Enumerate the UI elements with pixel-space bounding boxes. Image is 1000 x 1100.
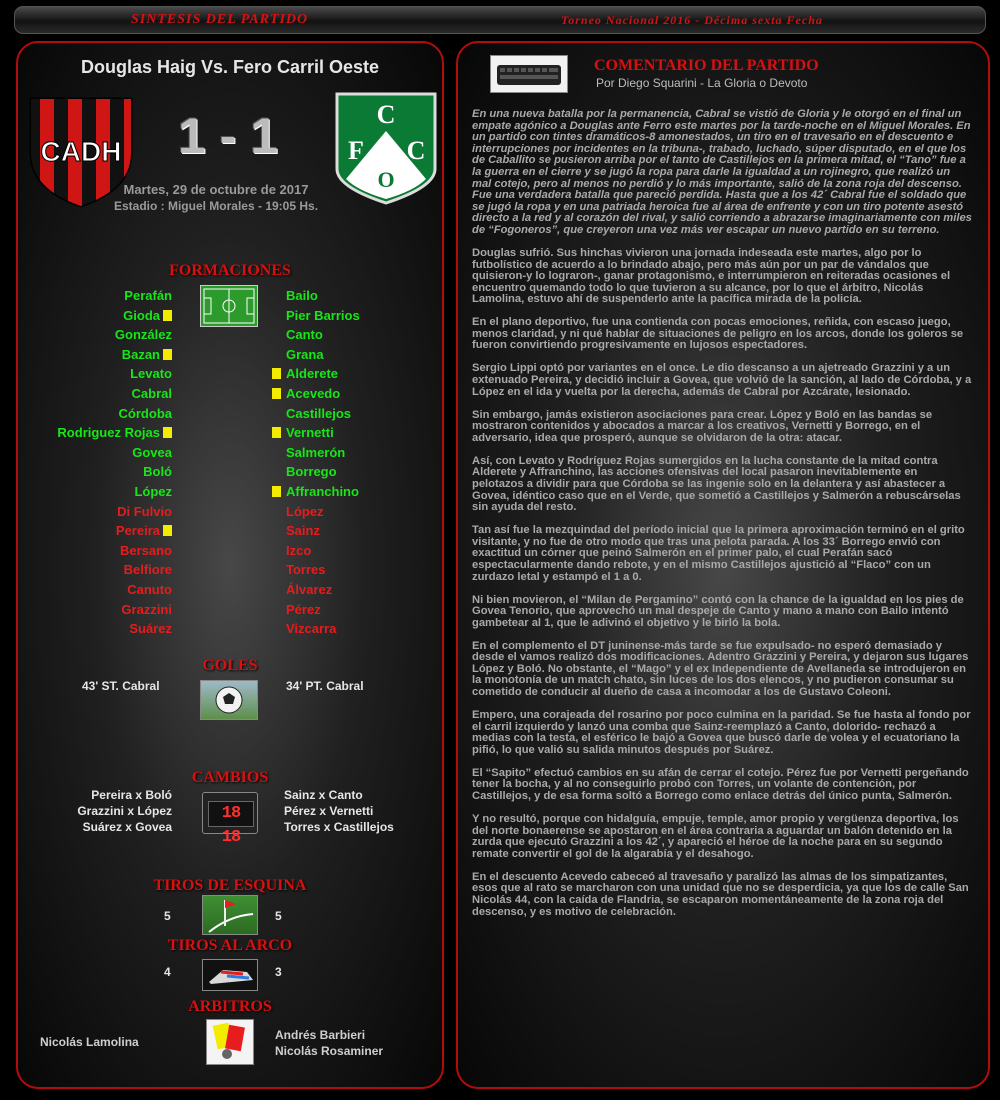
away-player-name: Vernetti	[286, 425, 334, 441]
home-crest-text: CADH	[40, 136, 122, 167]
home-player-row	[57, 619, 172, 639]
away-player-name: Salmerón	[286, 444, 346, 460]
home-player-row	[57, 560, 172, 580]
home-player-name: Córdoba	[118, 405, 172, 421]
commentary-title: COMENTARIO DEL PARTIDO	[594, 57, 819, 74]
home-player-name: Gioda	[123, 307, 160, 323]
match-date: Martes, 29 de octubre de 2017	[123, 182, 309, 197]
home-lineup	[57, 286, 172, 639]
away-crest-top: C	[376, 100, 396, 129]
home-player-row	[57, 502, 172, 522]
assistant-referees	[275, 1027, 383, 1059]
home-player-row	[57, 541, 172, 561]
match-commentary-panel	[456, 41, 990, 1089]
corner-flag-icon	[202, 895, 258, 935]
away-player-row	[286, 325, 360, 345]
away-change: Torres x Castillejos	[284, 820, 394, 834]
away-player-name: López	[286, 503, 324, 519]
home-player-name: Di Fulvio	[117, 503, 172, 519]
away-lineup	[286, 286, 360, 639]
corners-heading: TIROS DE ESQUINA	[153, 877, 307, 894]
home-player-name: Boló	[143, 464, 172, 480]
yellow-card-icon	[272, 486, 281, 497]
yellow-card-icon	[272, 427, 281, 438]
home-player-name: Belfiore	[123, 562, 172, 578]
home-player-row	[57, 364, 172, 384]
commentary-paragraph: Ni bien movieron, el “Milan de Pergamino” contó con la chance de la igualdad en los pies de Govea Tenorio, que aprovechó un mal despeje de Canto y mano a mano con Bailo intentó gambetear al 1, que le adivinó el objetivo y le birló la bola.	[472, 593, 964, 629]
home-player-row	[57, 443, 172, 463]
away-player-name: Izco	[286, 542, 312, 558]
yellow-card-icon	[272, 368, 281, 379]
away-player-row	[286, 345, 360, 365]
commentary-paragraph: Empero, una corajeada del rosarino por poco culmina en la paridad. Se fue hasta al fondo por el carril izquierdo y lanzó una comba que Sainz-reemplazó a Canto, dolorido- rechazó a medias con la testa, el esférico le bajó a Govea que buscó darle de volea y el ecuatoriano la pifió, lo que valió su salida minutos después por Suárez.	[472, 709, 971, 756]
commentary-paragraph: Douglas sufrió. Sus hinchas vivieron una jornada indeseada este martes, algo por lo futbolístico de acuerdo a lo brindado abajo, pero más aún por un par de vándalos que quisieron-y lo lograron-, ganar protagonismo, e interrumpieron en reiteradas ocasiones el encuentro quemando todo lo que tuvieron a su alcance, por lo que el árbitro, Nicolás Lamolina, estuvo ahí de suspenderlo ante la pacífica mirada de la policía.	[472, 246, 951, 306]
away-player-name: Borrego	[286, 464, 337, 480]
yellow-card-icon	[272, 388, 281, 399]
away-player-row	[286, 600, 360, 620]
commentary-paragraph: En el descuento Acevedo cabeceó al travesaño y paralizó las almas de los simpatizantes, esos que al rato se marcharon con una unidad que no se desperdicia, ya que los de calle San Nicolás 44, con la caída de Flandria, se escaparon momentáneamente de la zona roja del descenso, y es motivo de celebración.	[472, 870, 969, 918]
home-player-name: Rodriguez Rojas	[57, 425, 160, 441]
commentary-paragraph: El “Sapito” efectuó cambios en su afán de cerrar el cotejo. Pérez fue por Vernetti pergeñando tener la bocha, y al no conseguirlo probó con Torres, un volante de contención, por Castillejos, y de esa forma soltó a Borrego como enlace detrás del único punta, Salmerón.	[472, 766, 969, 802]
commentary-paragraph: En el plano deportivo, fue una contienda con pocas emociones, reñida, con escaso juego, menos claridad, y ni qué hablar de situaciones de peligro en los arcos, donde los goleros se fueron convirtiendo progresivamente en lujosos espectadores.	[472, 316, 964, 352]
home-player-name: Pereira	[115, 523, 160, 539]
match-summary-panel	[16, 41, 444, 1089]
home-player-name: Cabral	[131, 385, 172, 401]
keyboard-icon	[490, 55, 568, 93]
away-changes	[284, 787, 394, 835]
home-player-row	[57, 600, 172, 620]
football-boots-icon	[202, 959, 258, 991]
home-player-name: Grazzini	[121, 601, 172, 617]
commentary-paragraph: Sergio Lippi optó por variantes en el once. Le dio descanso a un ajetreado Grazzini y a un extenuado Pereira, y decidió incluir a Govea, que volvió de la sanción, al lado de Córdoba, y a López en el ida y vuelta por la derecha, además de Cabral por Azcárate, lesionado.	[472, 362, 972, 398]
assistant-referee: Andrés Barbieri	[275, 1028, 366, 1042]
goals-heading: GOLES	[202, 657, 258, 674]
home-player-name: Canuto	[127, 581, 172, 597]
assistant-referee: Nicolás Rosaminer	[275, 1044, 384, 1058]
away-player-name: Álvarez	[286, 581, 333, 597]
commentary-paragraph: En el complemento el DT juninense-más tarde se fue expulsado- no esperó demasiado y desde el vamos realizó dos modificaciones. Adentro Grazzini y Pereira, y dejaron sus lugares López y Boló. No obstante, el “Mago” y el ex Independiente de Avellaneda se introdujeron en la monotonía de un match chato, sin luces de los dos elencos, y no pudieron consumar su cometido de conducir al dueño de casa a incomodar a los de Gustavo Coleoni.	[472, 639, 969, 699]
away-player-row	[286, 482, 360, 502]
away-player-name: Pier Barrios	[286, 307, 360, 323]
home-player-row	[57, 423, 172, 443]
shots-heading: TIROS AL ARCO	[167, 937, 293, 954]
away-player-row	[286, 580, 360, 600]
match-stadium: Estadio : Miguel Morales - 19:05 Hs.	[113, 199, 319, 213]
home-player-name: Perafán	[124, 288, 172, 303]
home-player-row	[57, 462, 172, 482]
home-goal: 43' ST. Cabral	[82, 679, 160, 693]
substitution-board-icon	[202, 792, 258, 847]
home-player-name: Levato	[130, 366, 172, 382]
yellow-card-icon	[163, 525, 172, 536]
away-player-name: Vizcarra	[286, 621, 337, 637]
away-player-row	[286, 502, 360, 522]
header-bar	[14, 6, 986, 34]
away-player-name: Canto	[286, 327, 323, 343]
away-player-row	[286, 443, 360, 463]
home-corners: 5	[164, 909, 171, 923]
away-player-name: Torres	[286, 562, 326, 578]
football-pitch-icon	[200, 285, 258, 327]
yellow-card-icon	[163, 349, 172, 360]
away-player-name: Sainz	[286, 523, 320, 539]
away-player-name: Pérez	[286, 601, 321, 617]
away-crest-o: O	[377, 167, 395, 192]
commentary-paragraph: Así, con Levato y Rodríguez Rojas sumergidos en la lucha constante de la mitad contra Alderete y Affranchino, las acciones ofensivas del local pasaron inevitablemente en pelotazos a dividir para que Córdoba se las ingenie solo en la delantera y así abastecer a Govea, idéntico caso que en el Verde, que sometió a Castillejos y Salmerón a rebuscárselas sin ayuda del resto.	[472, 454, 961, 514]
home-player-row	[57, 345, 172, 365]
home-changes	[77, 787, 172, 835]
home-player-name: González	[114, 327, 172, 343]
commentary-paragraph: Sin embargo, jamás existieron asociaciones para crear. López y Boló en las bandas se mostraron contenidos y abocados a marcar a los creativos, Vernetti y Borrego, en el adversario, idea que prosperó, aunque se olvidaron de la otra: atacar.	[472, 408, 933, 444]
away-player-name: Acevedo	[286, 385, 341, 401]
home-change: Grazzini x López	[77, 804, 172, 818]
home-change: Suárez x Govea	[82, 820, 172, 834]
away-player-row	[286, 306, 360, 326]
home-player-name: López	[134, 483, 172, 499]
home-change: Pereira x Boló	[91, 788, 172, 802]
home-player-row	[57, 306, 172, 326]
match-title: Douglas Haig Vs. Fero Carril Oeste	[80, 57, 380, 77]
match-score: 1 - 1	[178, 108, 279, 164]
away-player-name: Grana	[286, 346, 324, 362]
away-crest-c: C	[406, 136, 426, 165]
board-digits: 18 18	[208, 801, 254, 827]
home-player-row	[57, 404, 172, 424]
away-change: Sainz x Canto	[284, 788, 363, 802]
commentary-paragraph: Tan así fue la mezquindad del período inicial que la primera aproximación terminó en el grito visitante, y no fue de otro modo que tras una pelota parada. A los 33´ Borrego envió con exactitud un córner que peinó Salmerón en el primer palo, el cual Perafán sacó espectacularmente dando rebote, y en el mismo Castillejos ajustició al “Flaco” con un zurdazo letal y estampó el 1 a 0.	[472, 524, 965, 583]
away-player-row	[286, 404, 360, 424]
home-player-row	[57, 521, 172, 541]
referees-heading: ARBITROS	[188, 998, 272, 1015]
changes-heading: CAMBIOS	[191, 769, 269, 786]
main-referee: Nicolás Lamolina	[40, 1035, 139, 1049]
away-player-row	[286, 384, 360, 404]
away-player-row	[286, 462, 360, 482]
home-player-name: Bersano	[119, 542, 172, 558]
home-shots: 4	[164, 965, 171, 979]
away-player-row	[286, 423, 360, 443]
away-goal: 34' PT. Cabral	[286, 679, 364, 693]
away-shots: 3	[275, 965, 282, 979]
away-player-name: Bailo	[286, 288, 318, 303]
away-player-row	[286, 619, 360, 639]
away-corners: 5	[275, 909, 282, 923]
home-player-row	[57, 325, 172, 345]
header-right-title: Torneo Nacional 2016 - Décima sexta Fecha	[561, 13, 823, 27]
soccer-ball-icon	[200, 680, 258, 720]
home-player-row	[57, 286, 172, 306]
away-player-row	[286, 521, 360, 541]
formations-heading: FORMACIONES	[169, 262, 291, 279]
away-player-name: Alderete	[286, 366, 339, 382]
home-player-name: Govea	[132, 444, 172, 460]
yellow-card-icon	[163, 310, 172, 321]
away-player-row	[286, 560, 360, 580]
commentary-author: Por Diego Squarini - La Gloria o Devoto	[596, 76, 808, 90]
commentary-body	[472, 109, 972, 930]
away-player-name: Affranchino	[286, 483, 359, 499]
away-player-name: Castillejos	[286, 405, 352, 421]
home-player-row	[57, 580, 172, 600]
away-crest-f: F	[348, 136, 364, 165]
commentary-paragraph: Y no resultó, porque con hidalguía, empuje, temple, amor propio y vergüenza deportiva, los del norte bonaerense se apostaron en el área contraria a aguardar un balón detenido en la zurda que ejecutó Grazzini a los 42´, y apareció el héroe de la noche para en su segundo remate convertir el gol de la algarabía y el desahogo.	[472, 812, 959, 860]
home-player-name: Bazan	[121, 346, 160, 362]
away-change: Pérez x Vernetti	[284, 804, 374, 818]
away-player-row	[286, 286, 360, 306]
commentary-paragraph: En una nueva batalla por la permanencia, Cabral se vistió de Gloria y le otorgó en el final un empate agónico a Douglas ante Ferro este martes por la tarde-noche en el Miguel Morales. En un partido con tintes dramáticos-8 amonestados, un tiro en el travesaño en el descuento e interrupciones por incidentes en la tribuna-, trabado, luchado, súper disputado, en el que los de Caballito se pusieron arriba por el tanto de Castillejos en la primera mitad, el “Tano” fue a la guerra en el cierre y se jugó la ropa para darle la igualdad a un rojinegro, que realizó un mal cotejo, pero al menos no perdió y lo más importante, salió de la zona roja del descenso. Fue una verdadera batalla que pareció perdida. Hasta que a los 42´ Cabral fue el soldado que se jugó la ropa y en una patriada heroica fue al área de enfrente y con un tiro potente asestó directo a la red y al corazón del rival, y salió corriendo a abrazarse imaginariamente con miles de “Fogoneros”, que creyeron una vez más ver escapar un nuevo partido en su terreno.	[472, 108, 972, 236]
yellow-card-icon	[163, 427, 172, 438]
away-player-row	[286, 364, 360, 384]
home-player-row	[57, 482, 172, 502]
referee-cards-icon	[206, 1019, 254, 1065]
home-player-row	[57, 384, 172, 404]
header-left-title: SINTESIS DEL PARTIDO	[131, 12, 309, 27]
away-player-row	[286, 541, 360, 561]
home-player-name: Suárez	[129, 621, 172, 637]
